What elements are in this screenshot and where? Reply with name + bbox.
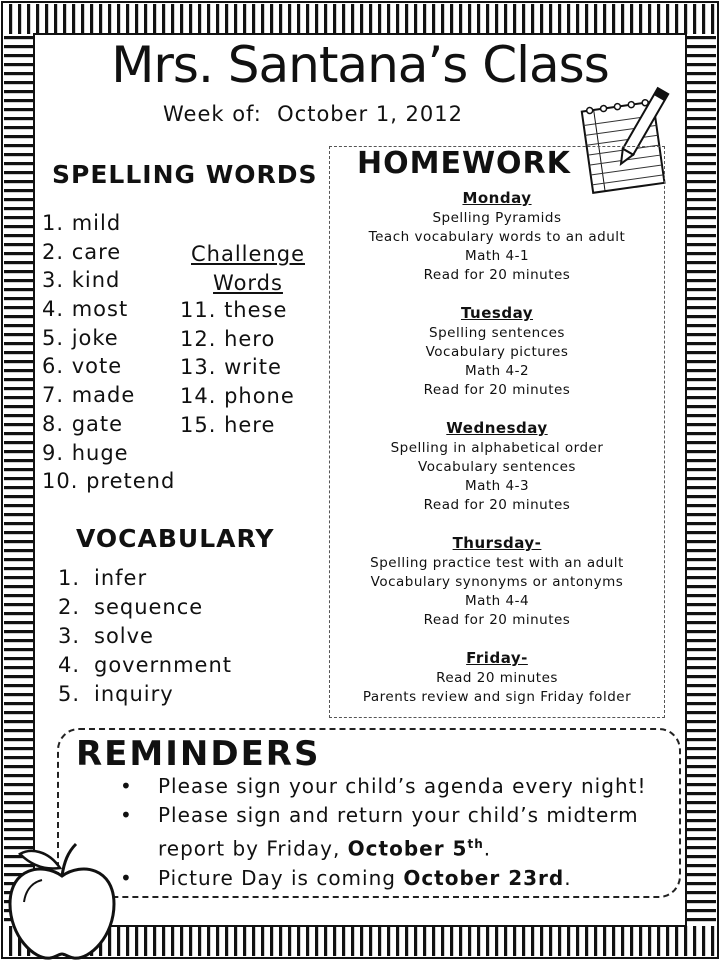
homework-item: Vocabulary sentences — [418, 459, 576, 475]
item-number: 4. — [58, 653, 81, 677]
homework-item: Read 20 minutes — [436, 670, 558, 686]
list-item: 15. here — [180, 412, 276, 437]
list-item — [58, 651, 232, 680]
apple-icon — [2, 832, 122, 962]
reminder-text: Picture Day is coming — [158, 865, 404, 890]
day-name: Wednesday — [446, 419, 548, 437]
homework-item: Vocabulary pictures — [425, 344, 569, 360]
homework-day-thursday — [330, 533, 664, 630]
homework-day-wednesday — [330, 418, 664, 515]
list-item — [58, 593, 232, 622]
homework-item: Vocabulary synonyms or antonyms — [370, 574, 624, 590]
vocabulary-heading: VOCABULARY — [76, 524, 275, 553]
homework-day-monday — [330, 188, 664, 285]
spelling-words-list — [42, 209, 175, 496]
list-item: 13. write — [180, 355, 282, 380]
homework-day-tuesday — [330, 303, 664, 400]
reminder-date: October 5 — [347, 836, 468, 861]
list-item — [58, 564, 232, 593]
homework-item: Math 4-3 — [464, 478, 530, 494]
item-number: 3. — [58, 624, 81, 648]
homework-day-friday — [330, 648, 664, 707]
reminder-text: Please sign and return your child’s midterm — [158, 803, 639, 827]
challenge-words-title — [183, 240, 313, 298]
spelling-words-heading: SPELLING WORDS — [52, 160, 318, 189]
vocab-word: sequence — [94, 595, 204, 619]
homework-days — [330, 188, 664, 725]
homework-item: Spelling practice test with an adult — [370, 555, 624, 571]
vocab-word: inquiry — [94, 682, 174, 706]
list-item: 5. joke — [42, 325, 119, 350]
vocab-word: infer — [94, 566, 148, 590]
homework-item: Parents review and sign Friday folder — [362, 689, 632, 705]
vocab-word: government — [94, 653, 233, 677]
week-of-date: Week of: October 1, 2012 — [163, 102, 463, 126]
homework-item: Math 4-2 — [464, 363, 530, 379]
item-number: 1. — [58, 566, 81, 590]
list-item — [120, 864, 646, 893]
homework-item: Read for 20 minutes — [423, 267, 571, 283]
item-number: 2. — [58, 595, 81, 619]
list-item: 12. hero — [180, 326, 276, 351]
list-item — [120, 801, 646, 864]
list-item: 7. made — [42, 383, 136, 408]
homework-item: Spelling sentences — [429, 325, 565, 341]
homework-item: Read for 20 minutes — [423, 497, 571, 513]
list-item — [58, 622, 232, 651]
reminders-heading: REMINDERS — [76, 734, 321, 774]
list-item: 6. vote — [42, 354, 123, 379]
list-item: 14. phone — [180, 384, 295, 409]
reminder-text: report by Friday, — [158, 836, 348, 861]
list-item: 2. care — [42, 239, 122, 264]
homework-item: Spelling Pyramids — [432, 210, 562, 226]
challenge-title-line1: Challenge — [191, 242, 305, 266]
list-item: • Please sign your child’s agenda every night! — [120, 772, 646, 801]
homework-item: Spelling in alphabetical order — [390, 440, 604, 456]
homework-item: Read for 20 minutes — [423, 382, 571, 398]
reminder-text: . — [483, 836, 492, 861]
homework-item: Math 4-4 — [464, 593, 530, 609]
day-name: Tuesday — [460, 304, 534, 322]
reminders-list — [120, 772, 646, 893]
challenge-title-line2: Words — [213, 271, 283, 295]
reminder-text: . — [564, 865, 572, 890]
list-item: 4. most — [42, 297, 129, 322]
list-item: 1. mild — [42, 211, 122, 235]
homework-item: Math 4-1 — [464, 248, 530, 264]
ordinal-suffix: th — [467, 837, 484, 851]
list-item: 11. these — [180, 298, 288, 322]
day-name: Monday — [462, 189, 532, 207]
list-item — [58, 680, 232, 709]
homework-heading: HOMEWORK — [357, 146, 571, 181]
day-name: Thursday- — [452, 534, 542, 552]
list-item: 10. pretend — [42, 469, 176, 494]
homework-item: Read for 20 minutes — [423, 612, 571, 628]
vocab-word: solve — [94, 624, 154, 648]
day-name: Friday- — [466, 649, 528, 667]
list-item: 8. gate — [42, 411, 124, 436]
challenge-words-list — [180, 296, 295, 439]
homework-item: Teach vocabulary words to an adult — [368, 229, 626, 245]
item-number: 5. — [58, 682, 81, 706]
page-title: Mrs. Santana’s Class — [111, 36, 609, 94]
vocabulary-list — [58, 564, 232, 709]
reminder-date: October 23rd — [403, 865, 565, 890]
list-item: 9. huge — [42, 440, 129, 465]
list-item: 3. kind — [42, 268, 121, 293]
